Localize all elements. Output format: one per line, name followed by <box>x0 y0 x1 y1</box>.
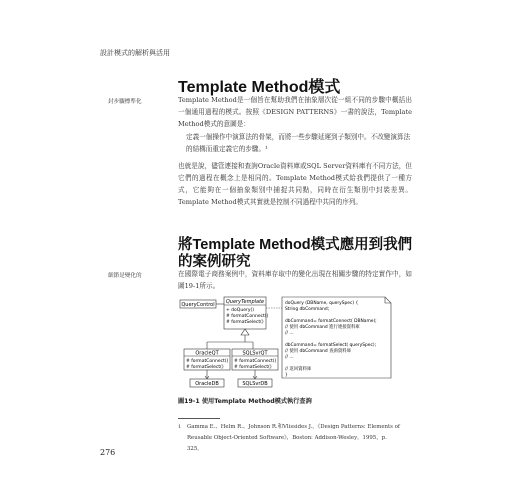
paragraph-intro: Template Method是一個旨在幫助我們在抽象層次從一組不同的步驟中概括出一個通用過程的模式。按照《DESIGN PATTERNS》一書的說法，Template Method模式的意圖是： <box>178 96 412 128</box>
qt-method-2: # formatSelect() <box>226 320 264 325</box>
query-template-label: QueryTemplate <box>225 299 265 305</box>
query-control-label: QueryControl <box>181 302 215 308</box>
note-line-0: doQuery (DBName, querySpec) { <box>285 301 359 306</box>
sqlsvr-db-label: SQLSvrDB <box>242 381 268 387</box>
oracle-method-0: # formatConnect() <box>186 359 229 364</box>
paragraph-explanation: 也就是說，儘管連接和查詢Oracle資料庫或SQL Server資料庫有不同方法，但它們的過程在概念上是相同的。Template Method模式給我們提供了一種方式，它能夠在一個抽象類別中捕捉共同點，同時在衍生類別中封裝差異。Template Method模式其實就是控制不同過程中共同的序列。 <box>178 162 412 206</box>
note-line-11: // 返回資料庫 <box>285 367 312 372</box>
note-line-8: // 使用 dbCommand 查詢資料庫 <box>285 349 352 354</box>
note-line-12: } <box>285 373 288 378</box>
note-line-9: // ... <box>285 355 294 360</box>
running-header: 設計模式的解析與活用 <box>100 49 170 57</box>
figure-caption-text: 使用Template Method模式執行查詢 <box>201 398 312 405</box>
footnote-number: 1 <box>178 424 182 430</box>
footnote-rule <box>178 418 220 419</box>
intent-quote: 定義一個操作中演算法的骨架，而將一些步驟延遲到子類別中。不改變演算法的結構而重定義它的步驟。¹ <box>186 133 411 153</box>
note-line-7: dbCommand= formatSelect( querySpec); <box>285 343 377 348</box>
note-line-4: // 使用 dbCommand 進行連接資料庫 <box>285 325 360 330</box>
paragraph-case: 在國際電子商務案例中，資料庫存取中的變化出現在相關步驟的特定實作中，如圖19-1所示。 <box>178 270 412 290</box>
oracle-qt-label: OracleQT <box>195 350 219 357</box>
note-line-5: // ... <box>285 331 294 336</box>
side-note-1: 封步驟標準化 <box>108 99 142 105</box>
qt-method-1: # formatConnect() <box>226 314 269 319</box>
oracle-db-label: OracleDB <box>195 381 219 387</box>
note-line-1: String dbCommand; <box>285 307 330 312</box>
figure-caption <box>178 396 312 405</box>
qt-method-0: + doQuery() <box>226 308 254 313</box>
footnote-text: Gamma E.、Helm R.、Johnson R.和Vlissides J.，《Design Patterns: Elements of Reusable Object-Oriented Software》，Boston: Addison-Wesley，1995，p. 325。 <box>187 424 400 452</box>
section-title-2: 將Template Method模式應用到我們的案例研究 <box>178 237 413 270</box>
sqlsvr-qt-label: SQLSvrQT <box>242 350 268 357</box>
figure-number: 圖19-1 <box>178 398 200 405</box>
note-line-3: dbCommand= formatConnect( DBName); <box>285 319 377 324</box>
page-number: 276 <box>100 448 116 457</box>
section-title: Template Method模式 <box>178 79 341 96</box>
side-note-2: 細節是變化的 <box>108 273 142 279</box>
sqlsvr-method-1: # formatSelect() <box>234 365 272 370</box>
oracle-method-1: # formatSelect() <box>186 365 224 370</box>
sqlsvr-method-0: # formatConnect() <box>234 359 277 364</box>
